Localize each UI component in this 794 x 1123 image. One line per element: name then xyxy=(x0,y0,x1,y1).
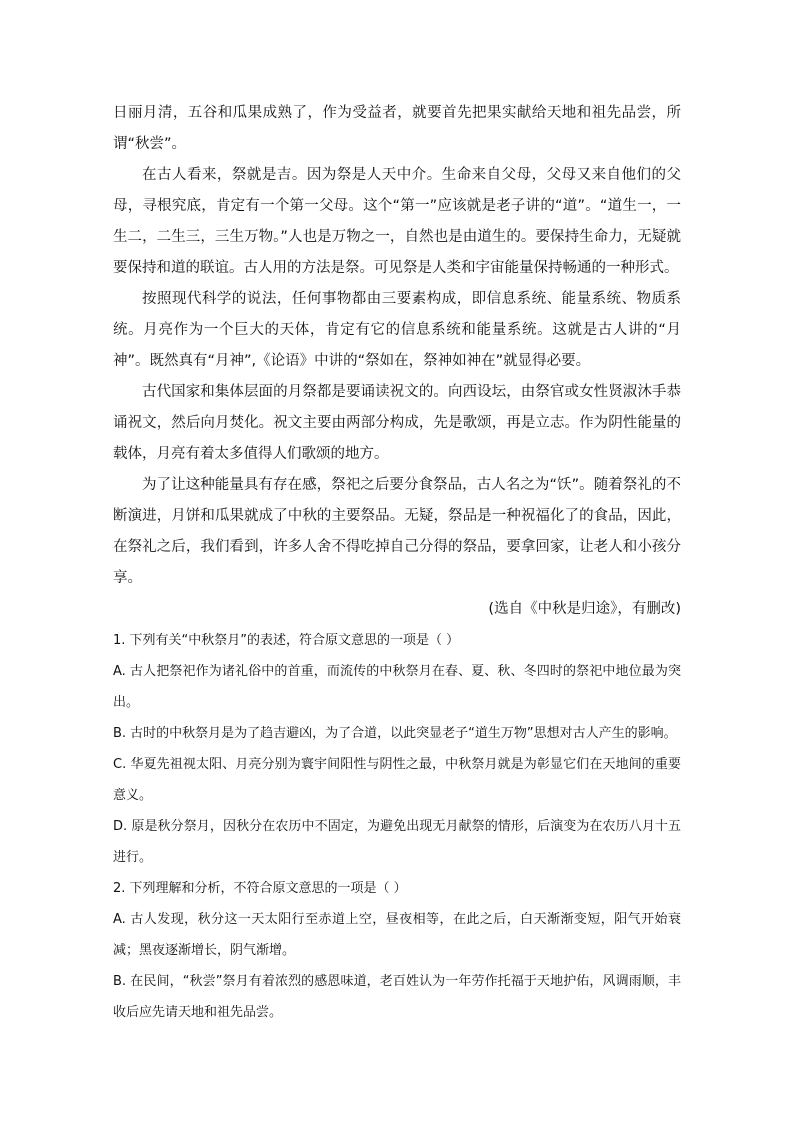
passage-paragraph-0: 日丽月清，五谷和瓜果成熟了，作为受益者，就要首先把果实献给天地和祖先品尝，所谓“秋尝”。 xyxy=(113,105,681,152)
question-2-option-a: A. 古人发现，秋分这一天太阳行至赤道上空，昼夜相等，在此之后，白天渐渐变短，阳气开始衰减；黑夜逐渐增长，阴气渐增。 xyxy=(113,912,681,958)
passage-paragraph-3: 古代国家和集体层面的月祭都是要诵读祝文的。向西设坛，由祭官或女性贤淑沐手恭诵祝文，然后向月焚化。祝文主要由两部分构成，先是歌颂，再是立志。作为阴性能量的载体，月亮有着太多值得人们歌颂的地方。 xyxy=(113,384,681,462)
passage-paragraph-1: 在古人看来，祭就是吉。因为祭是人天中介。生命来自父母，父母又来自他们的父母，寻根究底，肯定有一个第一父母。这个“第一”应该就是老子讲的“道”。“道生一，一生二，二生三，三生万物。”人也是万物之一，自然也是由道生的。要保持生命力，无疑就要保持和道的联谊。古人用的方法是祭。可见祭是人类和宇宙能量保持畅通的一种形式。 xyxy=(113,167,681,276)
question-1-option-a: A. 古人把祭祀作为诸礼俗中的首重，而流传的中秋祭月在春、夏、秋、冬四时的祭祀中地位最为突出。 xyxy=(113,664,681,710)
question-1-stem: 1. 下列有关“中秋祭月”的表述，符合原文意思的一项是（ ） xyxy=(113,633,460,648)
question-2-stem: 2. 下列理解和分析，不符合原文意思的一项是（ ） xyxy=(113,881,407,896)
passage-source: (选自《中秋是归途》，有删改) xyxy=(488,601,681,617)
question-1-option-c: C. 华夏先祖视太阳、月亮分别为寰宇间阳性与阴性之最，中秋祭月就是为彰显它们在天地间的重要意义。 xyxy=(113,757,681,803)
question-2-option-b: B. 在民间，“秋尝”祭月有着浓烈的感恩味道，老百姓认为一年劳作托福于天地护佑，风调雨顺，丰收后应先请天地和祖先品尝。 xyxy=(113,974,681,1020)
document-page xyxy=(113,98,681,1028)
passage-paragraph-4: 为了让这种能量具有存在感，祭祀之后要分食祭品，古人名之为“饫”。随着祭礼的不断演进，月饼和瓜果就成了中秋的主要祭品。无疑，祭品是一种祝福化了的食品，因此，在祭礼之后，我们看到，许多人舍不得吃掉自己分得的祭品，要拿回家，让老人和小孩分享。 xyxy=(113,477,681,586)
passage-paragraph-2: 按照现代科学的说法，任何事物都由三要素构成，即信息系统、能量系统、物质系统。月亮作为一个巨大的天体，肯定有它的信息系统和能量系统。这就是古人讲的“月神”。既然真有“月神”,《论语》中讲的“祭如在，祭神如神在”就显得必要。 xyxy=(113,291,681,369)
question-1-option-d: D. 原是秋分祭月，因秋分在农历中不固定，为避免出现无月献祭的情形，后演变为在农历八月十五进行。 xyxy=(113,819,681,865)
question-2 xyxy=(113,873,681,1028)
question-1 xyxy=(113,625,681,873)
question-1-option-b: B. 古时的中秋祭月是为了趋吉避凶，为了合道，以此突显老子“道生万物”思想对古人产生的影响。 xyxy=(113,726,677,741)
